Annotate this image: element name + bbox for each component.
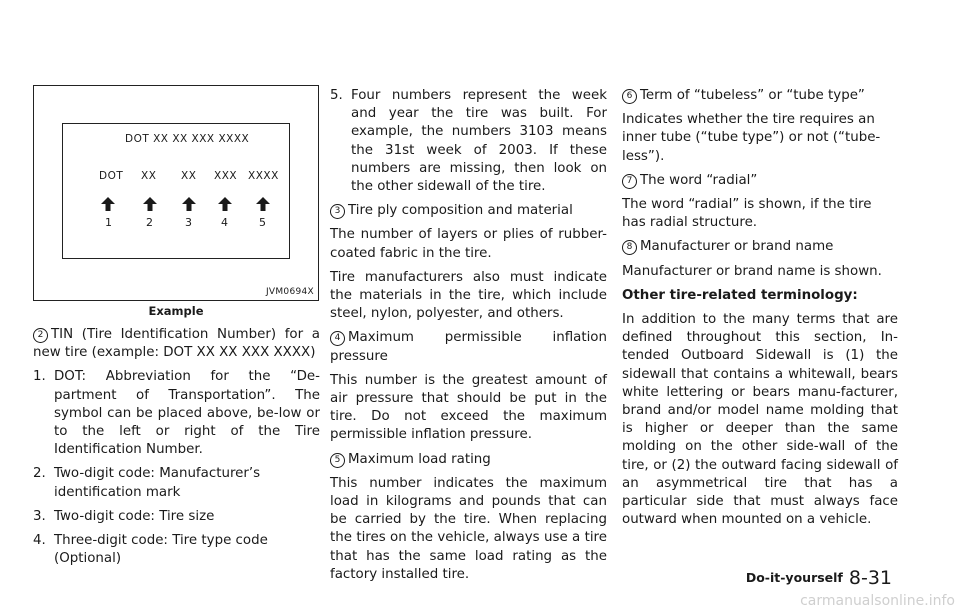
tin-label-xxx: XXX [214,170,238,182]
item-7-body: The word “radial” is shown, if the tire has radial structure. [622,197,872,231]
up-arrow-icon [218,197,232,211]
tin-number-1: 1 [105,216,112,229]
circled-number-8: 8 [622,240,637,255]
item-4-heading: 4 Maximum permissible inflation pressure [330,330,607,364]
circled-number-7: 7 [622,174,637,189]
item-6-heading: 6 Term of “tubeless” or “tube type” [622,87,898,105]
list-item: 1. DOT: Abbreviation for the “De-partment of Transportation”. The symbol can be placed above, be-low or to the left or right of the Tire Identification Number. [33,369,320,458]
tin-diagram [62,123,290,259]
figure-caption: Example [148,304,204,318]
tin-label-xx-2: XX [181,170,197,182]
item-4-body: This number is the greatest amount of air pressure that should be put in the tire. Do not exceed the maximum permissible inflation pressure. [330,372,607,443]
item-8-body: Manufacturer or brand name is shown. [622,263,882,279]
tin-number-4: 4 [221,216,228,229]
figure-id: JVM0694X [265,287,314,297]
tin-label-xxxx: XXXX [248,170,279,182]
tire-tin-figure [33,85,319,301]
other-terminology-heading: Other tire-related terminology: [622,287,858,303]
item-5-heading: 5 Maximum load rating [330,451,607,469]
item-2-tin: 2 TIN (Tire Identification Number) for a new tire (example: DOT XX XX XXX XXXX) [33,327,320,361]
tin-number-2: 2 [146,216,153,229]
column-1 [33,326,320,574]
list-item: 2. Two-digit code: Manufacturer’s identification mark [33,466,261,500]
watermark: carmanualsonline.info [800,593,955,609]
up-arrow-icon [143,197,157,211]
section-name: Do-it-yourself [745,570,843,585]
column-2 [330,87,607,590]
item-3-heading: 3 Tire ply composition and material [330,202,607,220]
list-item: 5. Four numbers represent the week and year the tire was built. For example, the numbers 3103 means the 31st week of 2003. If these numbers are missing, then look on the other sidewall of the tire. [330,88,607,195]
tin-label-dot: DOT [99,170,124,182]
tin-number-5: 5 [259,216,266,229]
circled-number-3: 3 [330,204,345,219]
page-number: 8-31 [848,567,892,589]
up-arrow-icon [256,197,270,211]
up-arrow-icon [101,197,115,211]
item-3-body-2: Tire manufacturers also must indicate the materials in the tire, which include steel, nylon, polyester, and others. [330,269,607,322]
item-3-body-1: The number of layers or plies of rubber-coated fabric in the tire. [330,227,607,261]
item-5-body: This number indicates the maximum load in kilograms and pounds that can be carried by the tire. When replacing the tires on the vehicle, always use a tire that has the same load rating as the factory installed tire. [330,475,607,582]
item-6-body: Indicates whether the tire requires an inner tube (“tube type”) or not (“tube-less”). [622,112,881,164]
circled-number-5: 5 [330,453,345,468]
tin-example-text: DOT XX XX XXX XXXX [125,133,250,145]
item-7-heading: 7 The word “radial” [622,172,898,190]
circled-number-4: 4 [330,331,345,346]
up-arrow-icon [182,197,196,211]
item-8-heading: 8 Manufacturer or brand name [622,238,898,256]
list-item: 3. Two-digit code: Tire size [33,508,215,524]
tin-number-3: 3 [185,216,192,229]
tin-label-xx-1: XX [141,170,157,182]
page-footer [746,567,892,589]
circled-number-2: 2 [33,328,48,343]
other-terminology-body: In addition to the many terms that are defined throughout this section, In-tended Outboard Sidewall is (1) the sidewall that contains a whitewall, bears white lettering or bears manu-facturer, brand and/or model name molding that is higher or deeper than the same molding on the other side-wall of the tire, or (2) the outward facing sidewall of an asymmetrical tire that has a particular side that must always face outward when mounted on a vehicle. [622,312,898,528]
circled-number-6: 6 [622,89,637,104]
list-item: 4. Three-digit code: Tire type code (Optional) [33,533,268,567]
column-3 [622,87,898,535]
